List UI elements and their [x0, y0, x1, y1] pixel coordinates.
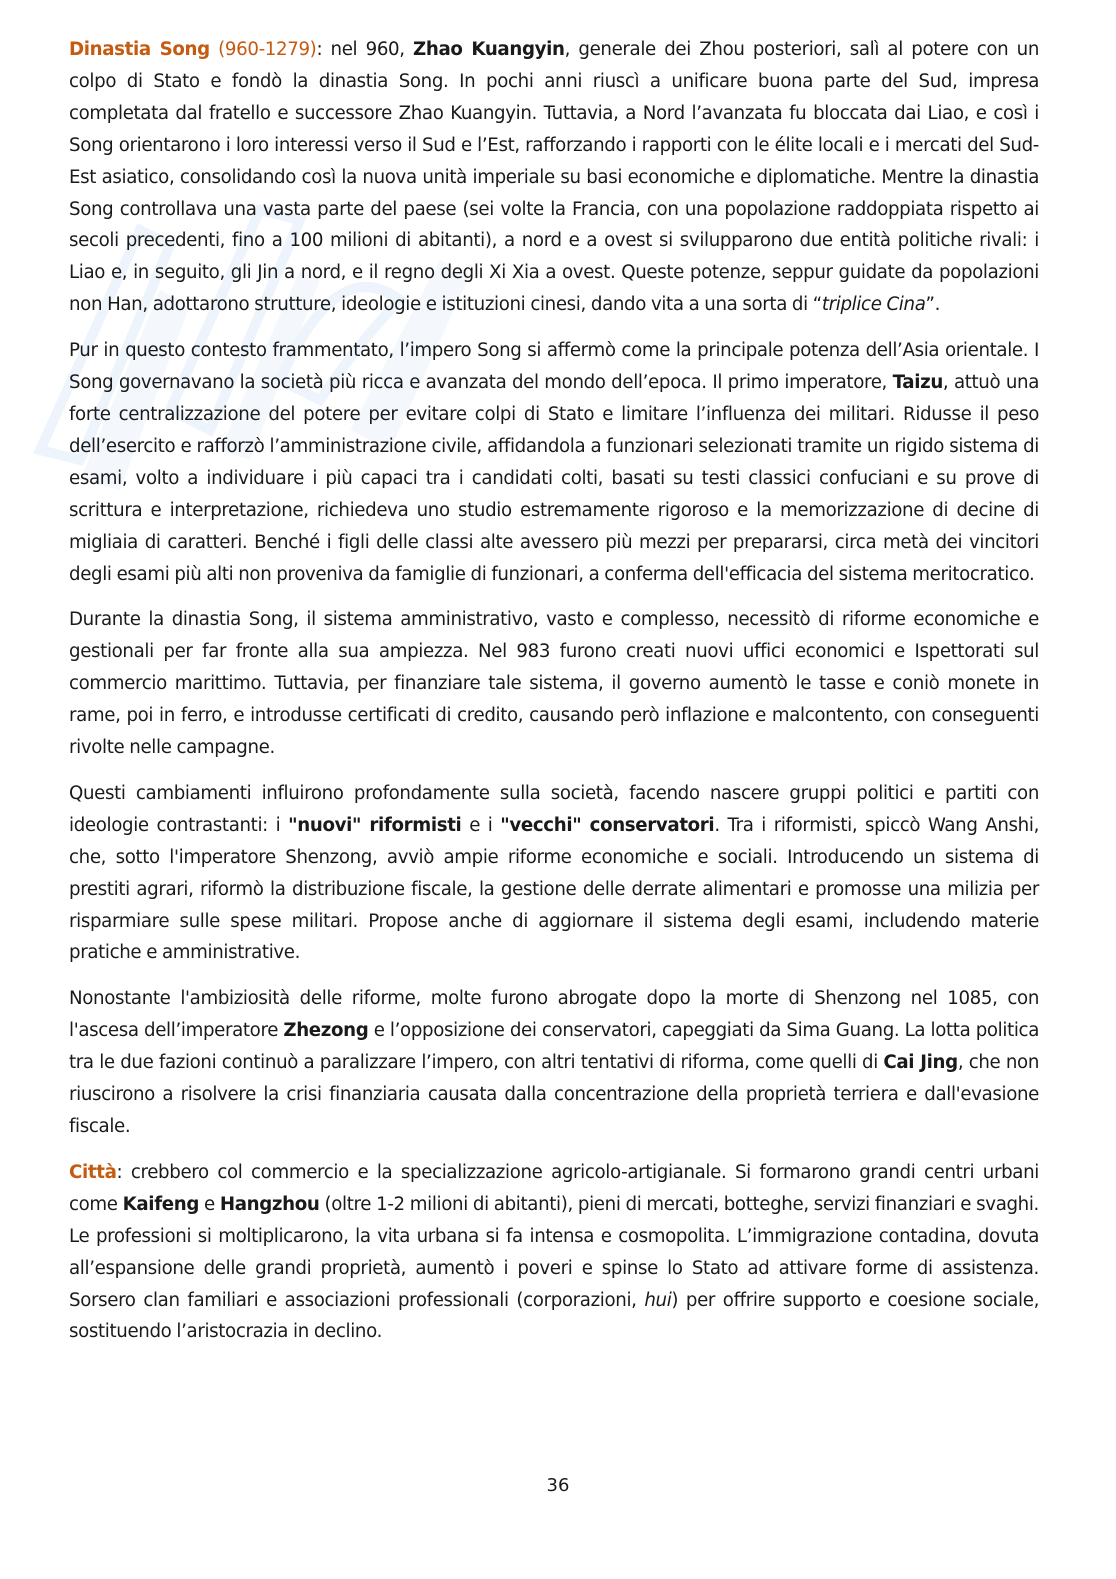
bold-term: Hangzhou [219, 1193, 320, 1215]
text: e [199, 1193, 220, 1215]
bold-term: Zhezong [283, 1020, 369, 1042]
paragraph-dinastia-song [69, 34, 1039, 321]
text: . Tra i riformisti, spiccò Wang Anshi, che, sotto l'imperatore Shenzong, avviò ampie riforme economiche e sociali. Introducendo un sistema di prestiti agrari, riformò la distribuzione fiscale, la gestione delle derrate alimentari e promosse una milizia per risparmiare sulle spese militari. Propose anche di aggiornare il sistema degli esami, includendo materie pratiche e amministrative. [69, 814, 1039, 964]
text: ”. [925, 294, 941, 316]
italic-term: triplice Cina [821, 294, 926, 316]
paragraph-citta [69, 1157, 1039, 1348]
text: , generale dei Zhou posteriori, salì al potere con un colpo di Stato e fondò la dinastia Song. In pochi anni riuscì a unificare buona parte del Sud, impresa completata dal fratello e successore Zhao Kuangyin. Tuttavia, a Nord l’avanzata fu bloccata dai Liao, e così i Song orientarono i loro interessi verso il Sud e l’Est, rafforzando i rapporti con le élite locali e i mercati del Sud-Est asiatico, consolidando così la nuova unità imperiale su basi economiche e diplomatiche. Mentre la dinastia Song controllava una vasta parte del paese (sei volte la Francia, con una popolazione raddoppiata rispetto ai secoli precedenti, fino a 100 milioni di abitanti), a nord e a ovest si svilupparono due entità politiche rivali: i Liao e, in seguito, gli Jin a nord, e il regno degli Xi Xia a ovest. Queste potenze, seppur guidate da popolazioni non Han, adottarono strutture, ideologie e istituzioni cinesi, dando vita a una sorta di “ [69, 39, 1040, 316]
bold-term: "vecchi" conservatori [500, 814, 715, 836]
bold-term: Zhao Kuangyin [413, 39, 565, 60]
text: (oltre 1-2 milioni di abitanti), pieni di mercati, botteghe, servizi finanziari e svaghi. Le professioni si moltiplicarono, la vita urbana si fa intensa e cosmopolita. L’immigrazione contadina, dovuta all’espansione delle grandi proprietà, aumentò i poveri e spinse lo Stato ad attivare forme di assistenza. Sorsero clan familiari e associazioni professionali (corporazioni, [69, 1193, 1039, 1311]
text: Durante la dinastia Song, il sistema amministrativo, vasto e complesso, necessitò di riforme economiche e gestionali per far fronte alla sua ampiezza. Nel 983 furono creati nuovi uffici economici e Ispettorati sul commercio marittimo. Tuttavia, per finanziare tale sistema, il governo aumentò le tasse e coniò monete in rame, poi in ferro, e introdusse certificati di credito, causando però inflazione e malcontento, con conseguenti rivolte nelle campagne. [69, 609, 1039, 759]
paragraph-riforme-abrogate [69, 983, 1039, 1143]
text: ) per offrire supporto e coesione sociale, sostituendo l’aristocrazia in declino. [69, 1289, 1039, 1343]
text: Nonostante l'ambiziosità delle riforme, molte furono abrogate dopo la morte di Shenzong nel 1085, con l'ascesa dell’imperatore [69, 988, 1039, 1042]
text: , che non riuscirono a risolvere la crisi finanziaria causata dalla concentrazione della proprietà terriera e dall'evasione fiscale. [69, 1052, 1040, 1137]
bold-term: Kaifeng [122, 1193, 200, 1215]
text: , attuò una forte centralizzazione del potere per evitare colpi di Stato e limitare l’influenza dei militari. Ridusse il peso dell’esercito e rafforzò l’amministrazione civile, affidandola a funzionari selezionati tramite un rigido sistema di esami, volto a individuare i più capaci tra i candidati colti, basati su testi classici confuciani e su prove di scrittura e interpretazione, richiedeva uno studio estremamente rigoroso e la memorizzazione di decine di migliaia di caratteri. Benché i figli delle classi alte avessero più mezzi per prepararsi, circa metà dei vincitori degli esami più alti non proveniva da famiglie di funzionari, a conferma dell'efficacia del sistema meritocratico. [69, 372, 1039, 585]
dynasty-dates: (960-1279) [218, 39, 317, 60]
text: e l’opposizione dei conservatori, capeggiati da Sima Guang. La lotta politica tra le due fazioni continuò a paralizzare l’impero, con altri tentativi di riforma, come quelli di [69, 1020, 1039, 1074]
paragraph-sistema-amministrativo [69, 604, 1039, 764]
section-title-dinastia-song: Dinastia Song [69, 39, 210, 60]
paragraph-impero-song [69, 335, 1039, 590]
page-number: 36 [546, 1475, 570, 1496]
page-content [69, 34, 1039, 1362]
text: : crebbero col commercio e la specializzazione agricolo-artigianale. Si formarono grandi centri urbani come [69, 1161, 1039, 1215]
paragraph-riformisti [69, 778, 1039, 969]
text: e i [461, 814, 501, 836]
italic-term: hui [644, 1289, 672, 1311]
bold-term: Taizu [892, 372, 943, 394]
text: : nel 960, [316, 39, 414, 60]
text: Pur in questo contesto frammentato, l’impero Song si affermò come la principale potenza dell’Asia orientale. I Song governavano la società più ricca e avanzata del mondo dell’epoca. Il primo imperatore, [69, 340, 1039, 394]
text: Questi cambiamenti influirono profondamente sulla società, facendo nascere gruppi politici e partiti con ideologie contrastanti: i [69, 782, 1039, 836]
bold-term: Cai Jing [883, 1052, 958, 1074]
section-title-citta: Città [69, 1161, 117, 1183]
bold-term: "nuovi" riformisti [288, 814, 462, 836]
